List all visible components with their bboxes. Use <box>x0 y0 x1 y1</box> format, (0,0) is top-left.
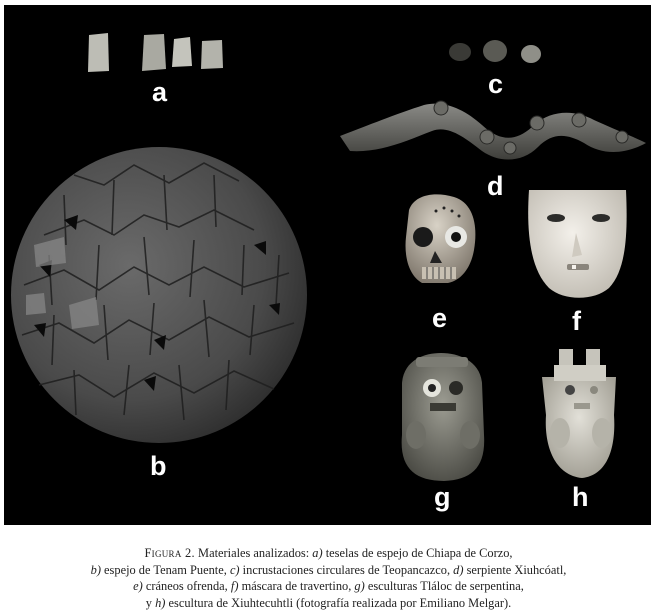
marker-d: d) <box>453 562 464 577</box>
caption-line-2 <box>0 562 657 579</box>
caption-c: incrustaciones circulares de Teopancazco, <box>239 562 454 577</box>
caption-y: y <box>145 595 156 610</box>
photo-plate <box>4 5 651 525</box>
caption-line-1 <box>0 545 657 562</box>
label-b: b <box>150 451 167 481</box>
marker-c: c) <box>229 562 240 577</box>
label-h: h <box>572 482 589 512</box>
marker-f: f) <box>230 579 239 594</box>
label-f: f <box>572 306 581 336</box>
travertine-mask-f <box>528 190 626 298</box>
caption-intro: Materiales analizados: <box>198 546 313 560</box>
label-a: a <box>152 77 168 107</box>
tenam-puente-mirror-b <box>11 147 307 443</box>
circular-inlays-c <box>449 40 541 63</box>
caption-a: teselas de espejo de Chiapa de Corzo, <box>322 546 513 560</box>
caption-b: espejo de Tenam Puente, <box>100 562 230 577</box>
xiuhtecuhtli-sculpture-h <box>542 349 616 478</box>
marker-e: e) <box>133 579 143 594</box>
figure-caption <box>0 545 657 611</box>
mirror-tesserae-a <box>88 33 223 72</box>
caption-e: cráneos ofrenda, <box>142 579 231 594</box>
caption-h: escultura de Xiuhtecuhtli (fotografía realizada por Emiliano Melgar). <box>165 595 512 610</box>
caption-line-4 <box>0 595 657 612</box>
figure-label: Figura 2. <box>144 546 195 560</box>
caption-g: esculturas Tláloc de serpentina, <box>364 579 524 594</box>
caption-line-3 <box>0 578 657 595</box>
serpent-xiuhcoatl-d <box>340 101 646 160</box>
tlaloc-sculpture-g <box>402 353 485 481</box>
marker-h: h) <box>155 595 166 610</box>
marker-g: g) <box>354 579 365 594</box>
label-d: d <box>487 171 504 201</box>
marker-a: a) <box>312 546 323 560</box>
label-g: g <box>434 482 451 512</box>
offering-skull-e <box>406 194 476 283</box>
marker-b: b) <box>90 562 101 577</box>
caption-d: serpiente Xiuhcóatl, <box>463 562 567 577</box>
label-c: c <box>488 69 504 99</box>
label-e: e <box>432 303 448 333</box>
artifacts-illustration <box>4 5 651 525</box>
caption-f: máscara de travertino, <box>238 579 355 594</box>
